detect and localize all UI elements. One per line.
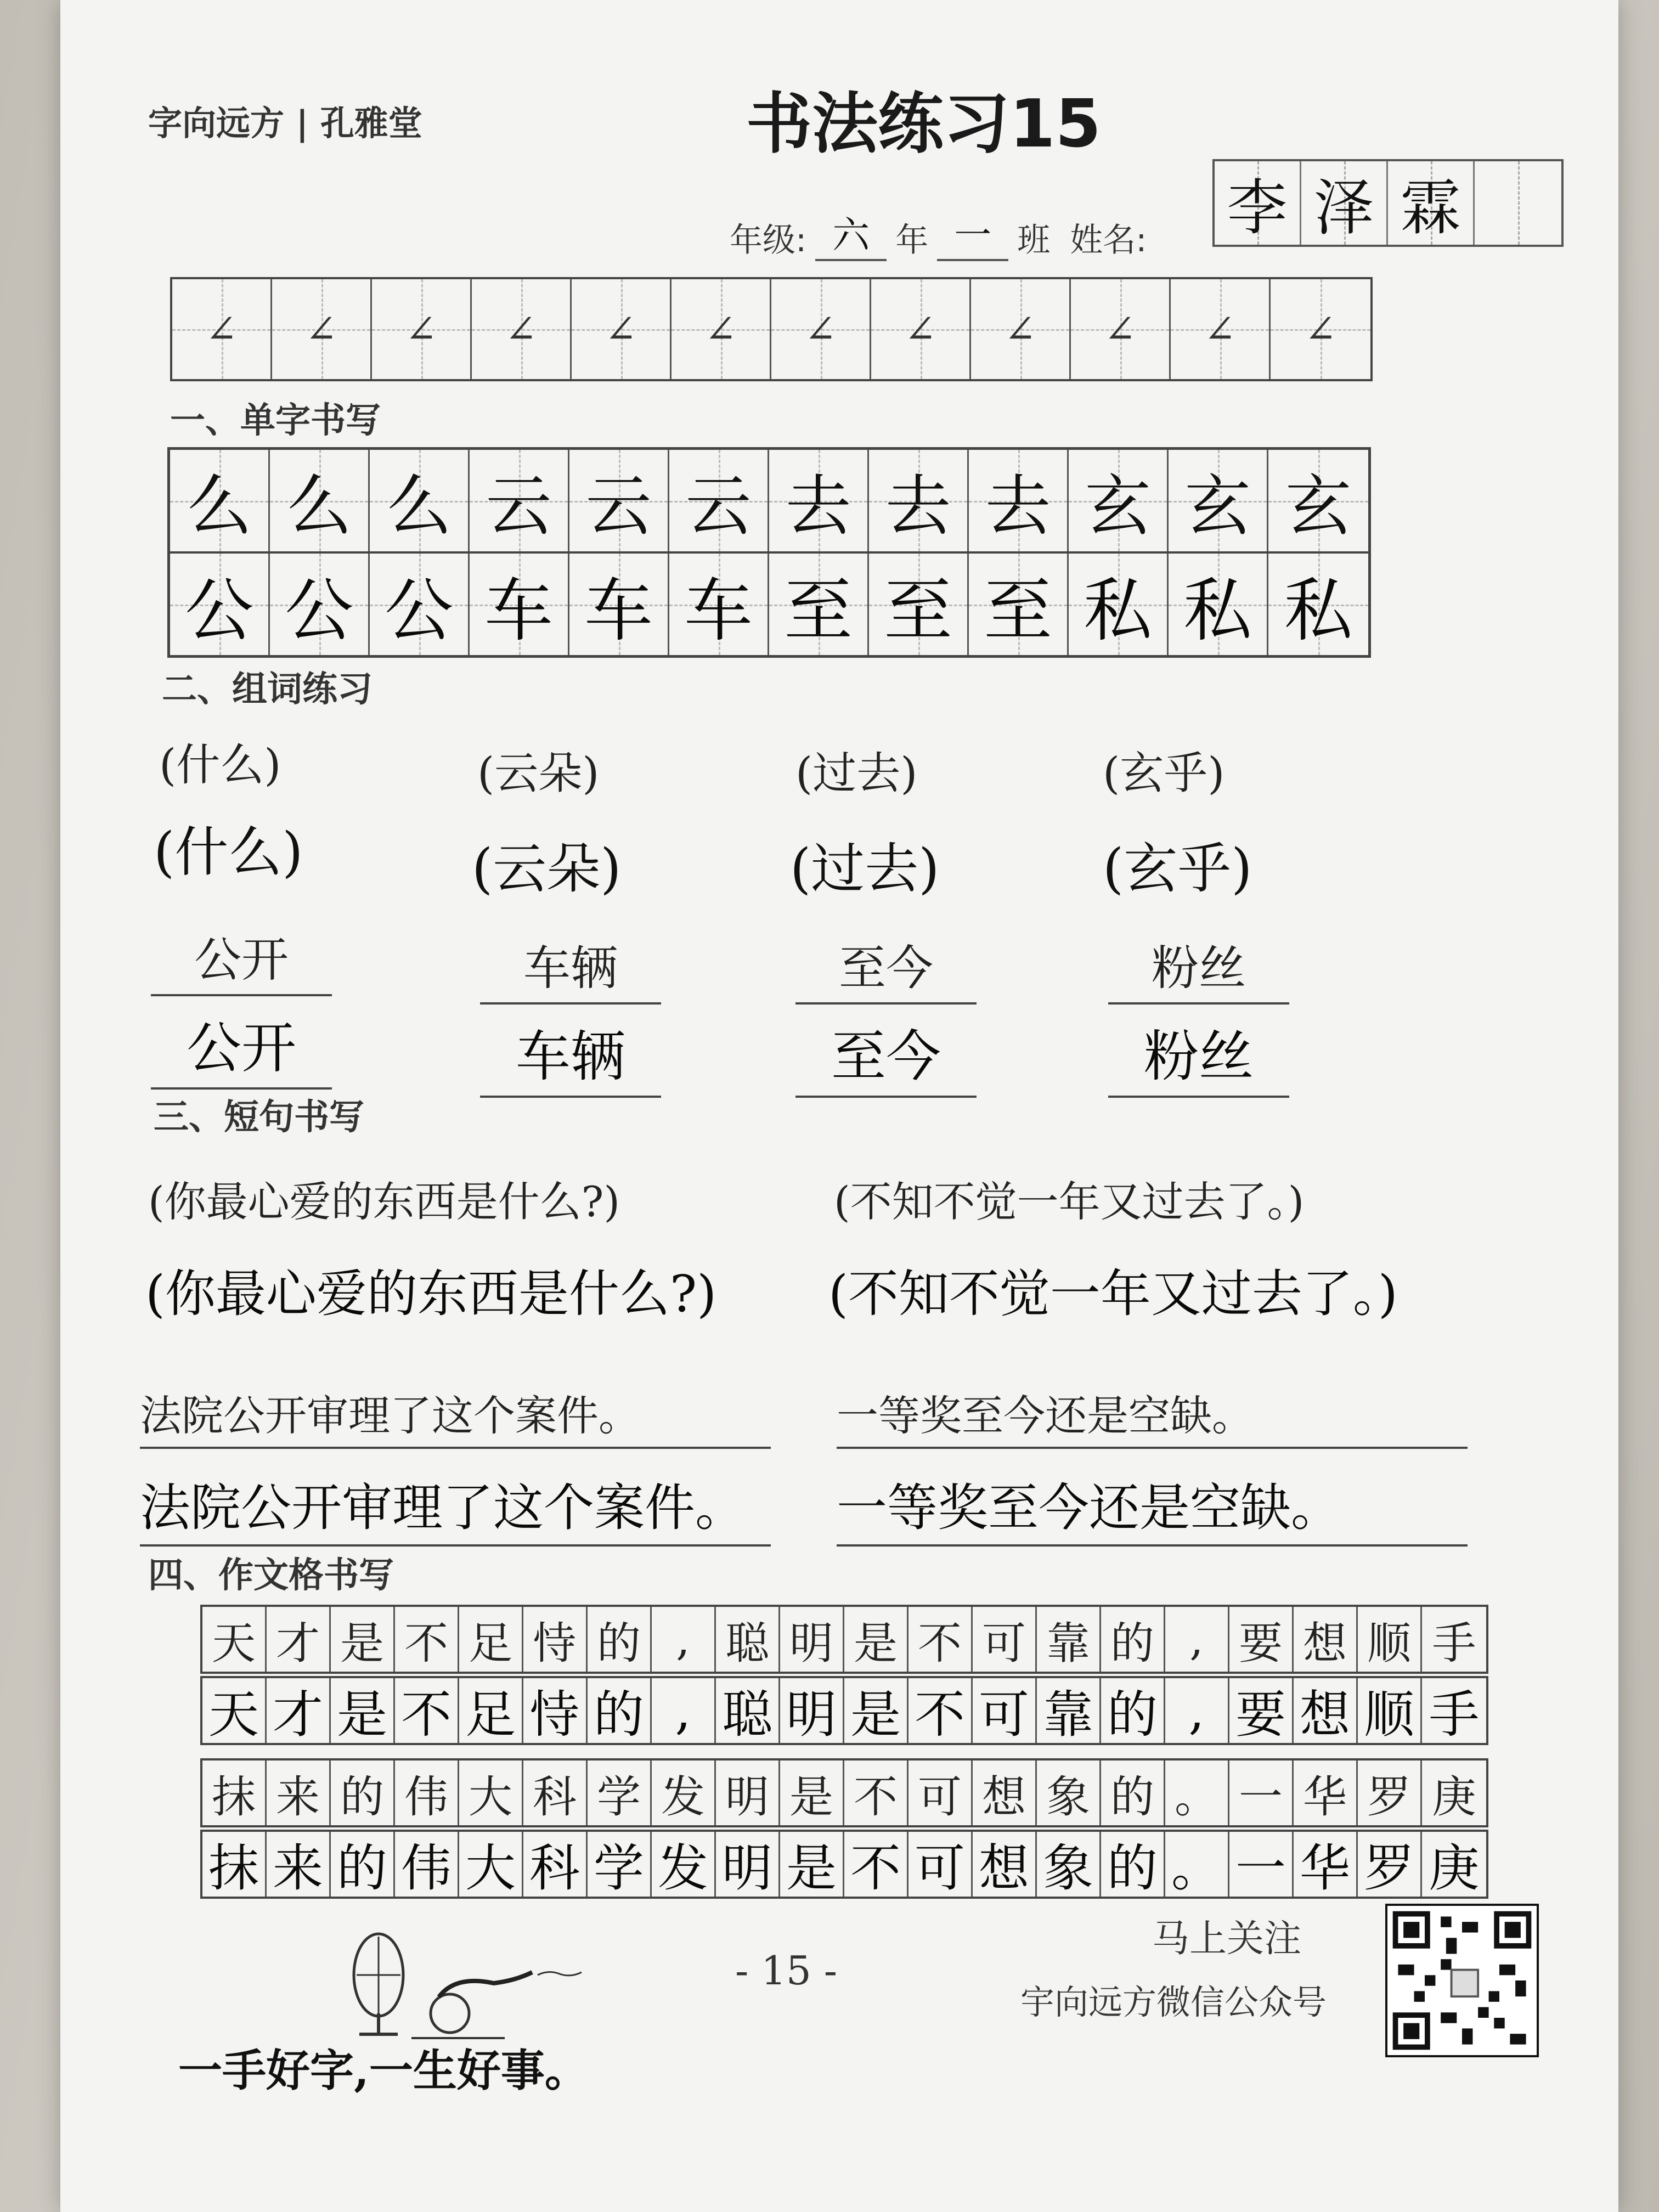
word-line-printed: 公开 (151, 922, 332, 996)
word-line-handwritten: 至今 (795, 1012, 977, 1098)
comp-cell: 罗 (1358, 1832, 1422, 1897)
comp-cell: 想 (1294, 1607, 1358, 1672)
char-cell: 公 (170, 554, 270, 655)
word-line-printed: 车辆 (480, 930, 661, 1005)
comp-cell: 科 (523, 1760, 588, 1825)
comp-cell: 华 (1294, 1832, 1358, 1897)
stroke-cell: ∠ (572, 279, 672, 379)
char-cell: 去 (769, 450, 869, 551)
comp-cell: , (1165, 1607, 1229, 1672)
char-cell: 至 (769, 554, 869, 655)
comp-cell: 的 (1101, 1760, 1165, 1825)
word-line-handwritten: 公开 (151, 1004, 332, 1090)
name-grid (1212, 159, 1564, 247)
comp-cell: 象 (1037, 1832, 1101, 1897)
comp-cell: 不 (395, 1678, 459, 1743)
char-cell: 车 (569, 554, 669, 655)
comp-cell: 科 (523, 1832, 588, 1897)
year-label: 年 (895, 221, 929, 259)
comp-cell: 靠 (1037, 1678, 1101, 1743)
comp-cell: 才 (267, 1678, 331, 1743)
comp-cell: 天 (202, 1678, 267, 1743)
comp-cell: 明 (780, 1607, 844, 1672)
name-cell: 泽 (1301, 161, 1388, 245)
char-cell: 云 (569, 450, 669, 551)
stroke-cell: ∠ (771, 279, 871, 379)
class-label: 班 (1017, 221, 1051, 259)
comp-cell: 想 (973, 1832, 1037, 1897)
comp-cell: 想 (1294, 1678, 1358, 1743)
comp-cell: 是 (780, 1832, 844, 1897)
word-paren-handwritten: (过去) (790, 838, 940, 900)
follow-label: 马上关注 (1152, 1917, 1302, 1961)
comp-cell: 的 (1101, 1832, 1165, 1897)
page-number: - 15 - (735, 1948, 838, 1994)
comp-cell: , (1165, 1678, 1229, 1743)
name-cell: 李 (1215, 161, 1301, 245)
comp-cell: 才 (267, 1607, 331, 1672)
char-row-handwritten (170, 551, 1368, 655)
comp-cell: 学 (588, 1832, 652, 1897)
grade-value: 六 (815, 206, 887, 261)
comp-cell: 手 (1429, 1685, 1480, 1744)
comp-cell: 顺 (1358, 1678, 1422, 1743)
comp-cell: 一 (1229, 1832, 1294, 1897)
comp-cell: 明 (716, 1760, 780, 1825)
word-paren-handwritten: (云朵) (472, 838, 622, 900)
comp-cell: 。 (1165, 1760, 1229, 1825)
grade-label: 年级: (730, 221, 807, 259)
name-cell: 霖 (1388, 161, 1475, 245)
char-cell: 玄 (1268, 450, 1368, 551)
comp-cell: 明 (780, 1678, 844, 1743)
comp-cell: 抹 (202, 1760, 267, 1825)
char-cell: 至 (969, 554, 1069, 655)
comp-cell: 象 (1037, 1760, 1101, 1825)
comp-cell: 不 (844, 1832, 909, 1897)
comp-cell: 明 (716, 1832, 780, 1897)
comp-cell: 不 (909, 1678, 973, 1743)
comp-cell: 不 (909, 1607, 973, 1672)
fan-illustration-icon (340, 1931, 592, 2041)
comp-cell: 庚 (1429, 1839, 1480, 1898)
char-cell: 去 (869, 450, 969, 551)
char-cell: 公 (370, 554, 470, 655)
char-cell: 么 (370, 450, 470, 551)
comp-cell: 来 (267, 1760, 331, 1825)
word-paren-printed: (过去) (795, 748, 918, 799)
char-cell: 玄 (1169, 450, 1268, 551)
comp-cell: 聪 (716, 1607, 780, 1672)
comp-cell: 恃 (523, 1678, 588, 1743)
word-paren-printed: (玄乎) (1103, 748, 1225, 799)
word-line-handwritten: 车辆 (480, 1012, 661, 1098)
comp-cell: 华 (1294, 1760, 1358, 1825)
char-cell: 车 (470, 554, 569, 655)
section-title-sentence: 三、短句书写 (154, 1097, 364, 1138)
sentence-line-handwritten-right: 一等奖至今还是空缺。 (837, 1468, 1468, 1547)
comp-cell: 恃 (523, 1607, 588, 1672)
comp-cell: 不 (395, 1607, 459, 1672)
comp-cell: 可 (909, 1832, 973, 1897)
composition-row-printed-2 (200, 1758, 1488, 1827)
sentence-printed-left: (你最心爱的东西是什么?) (148, 1177, 620, 1226)
comp-cell: 罗 (1358, 1760, 1422, 1825)
comp-cell: 是 (780, 1760, 844, 1825)
comp-cell: 想 (973, 1760, 1037, 1825)
comp-cell: 来 (267, 1832, 331, 1897)
composition-row-handwritten-2 (200, 1830, 1488, 1899)
class-value: 一 (937, 206, 1008, 261)
char-cell: 私 (1268, 554, 1368, 655)
section-title-word-practice: 二、组词练习 (162, 669, 373, 710)
word-line-printed: 粉丝 (1108, 930, 1289, 1005)
name-label: 姓名: (1070, 221, 1147, 259)
comp-cell: 手 (1432, 1617, 1476, 1669)
stroke-cell: ∠ (172, 279, 272, 379)
char-cell: 云 (470, 450, 569, 551)
worksheet-page (60, 0, 1618, 2212)
comp-cell: , (652, 1678, 716, 1743)
char-cell: 去 (969, 450, 1069, 551)
comp-cell: 不 (844, 1760, 909, 1825)
comp-cell: 一 (1229, 1760, 1294, 1825)
composition-row-handwritten-1 (200, 1676, 1488, 1745)
comp-cell: 的 (331, 1832, 395, 1897)
word-paren-printed: (云朵) (477, 748, 600, 799)
comp-cell: 。 (1165, 1832, 1229, 1897)
stroke-practice-row (170, 277, 1373, 381)
comp-cell: 是 (844, 1607, 909, 1672)
comp-cell: 可 (973, 1607, 1037, 1672)
single-char-grid (167, 447, 1371, 658)
stroke-cell: ∠ (1071, 279, 1171, 379)
char-cell: 私 (1069, 554, 1169, 655)
comp-cell: 大 (459, 1832, 523, 1897)
comp-cell: 的 (331, 1760, 395, 1825)
composition-row-printed-1 (200, 1605, 1488, 1674)
comp-cell: 可 (973, 1678, 1037, 1743)
sentence-handwritten-left: (你最心爱的东西是什么?) (145, 1265, 717, 1323)
char-cell: 私 (1169, 554, 1268, 655)
stroke-cell: ∠ (472, 279, 572, 379)
comp-cell: 抹 (202, 1832, 267, 1897)
comp-cell: 天 (202, 1607, 267, 1672)
comp-cell: 靠 (1037, 1607, 1101, 1672)
section-title-single-char: 一、单字书写 (170, 400, 381, 441)
comp-cell: 可 (909, 1760, 973, 1825)
char-cell: 么 (270, 450, 370, 551)
word-paren-printed: (什么) (159, 740, 281, 791)
comp-cell: 学 (588, 1760, 652, 1825)
brand-logo: 字向远方 | 孔雅堂 (148, 103, 422, 143)
comp-cell: 是 (331, 1678, 395, 1743)
comp-cell: 是 (844, 1678, 909, 1743)
word-line-handwritten: 粉丝 (1108, 1012, 1289, 1098)
sentence-line-handwritten-left: 法院公开审理了这个案件。 (140, 1468, 771, 1547)
comp-cell: 发 (652, 1832, 716, 1897)
word-paren-handwritten: (什么) (154, 821, 303, 884)
sentence-line-printed-right: 一等奖至今还是空缺。 (837, 1383, 1468, 1449)
comp-cell: 的 (1101, 1607, 1165, 1672)
char-cell: 么 (170, 450, 270, 551)
stroke-cell: ∠ (871, 279, 971, 379)
comp-cell: 足 (459, 1678, 523, 1743)
comp-cell: 要 (1229, 1607, 1294, 1672)
comp-cell: 大 (459, 1760, 523, 1825)
qr-code-icon (1385, 1904, 1539, 2057)
sentence-handwritten-right: (不知不觉一年又过去了。) (828, 1265, 1398, 1323)
char-cell: 至 (869, 554, 969, 655)
wechat-account-label: 宇向远方微信公众号 (1020, 1982, 1327, 2022)
student-info (730, 206, 1147, 261)
comp-cell: 的 (588, 1607, 652, 1672)
comp-cell: 伟 (395, 1760, 459, 1825)
comp-cell: 聪 (716, 1678, 780, 1743)
word-paren-handwritten: (玄乎) (1103, 838, 1252, 900)
name-cell (1475, 161, 1561, 245)
comp-cell: 要 (1229, 1678, 1294, 1743)
page-title: 书法练习15 (746, 86, 1101, 162)
sentence-line-printed-left: 法院公开审理了这个案件。 (140, 1383, 771, 1449)
comp-cell: 的 (588, 1678, 652, 1743)
char-cell: 车 (669, 554, 769, 655)
comp-cell: 足 (459, 1607, 523, 1672)
slogan: 一手好字,一生好事。 (178, 2045, 589, 2096)
word-line-printed: 至今 (795, 930, 977, 1005)
comp-cell: 伟 (395, 1832, 459, 1897)
comp-cell: , (652, 1607, 716, 1672)
stroke-cell: ∠ (672, 279, 771, 379)
char-cell: 公 (270, 554, 370, 655)
section-title-composition: 四、作文格书写 (148, 1555, 394, 1596)
stroke-cell: ∠ (372, 279, 472, 379)
comp-cell: 发 (652, 1760, 716, 1825)
comp-cell: 是 (331, 1607, 395, 1672)
comp-cell: 的 (1101, 1678, 1165, 1743)
char-row-printed (170, 450, 1368, 551)
comp-cell: 庚 (1432, 1771, 1476, 1822)
stroke-cell: ∠ (1171, 279, 1271, 379)
char-cell: 云 (669, 450, 769, 551)
stroke-cell: ∠ (971, 279, 1071, 379)
sentence-printed-right: (不知不觉一年又过去了。) (834, 1177, 1305, 1226)
stroke-cell: ∠ (272, 279, 372, 379)
char-cell: 玄 (1069, 450, 1169, 551)
comp-cell: 顺 (1358, 1607, 1422, 1672)
stroke-cell: ∠ (1271, 279, 1370, 379)
